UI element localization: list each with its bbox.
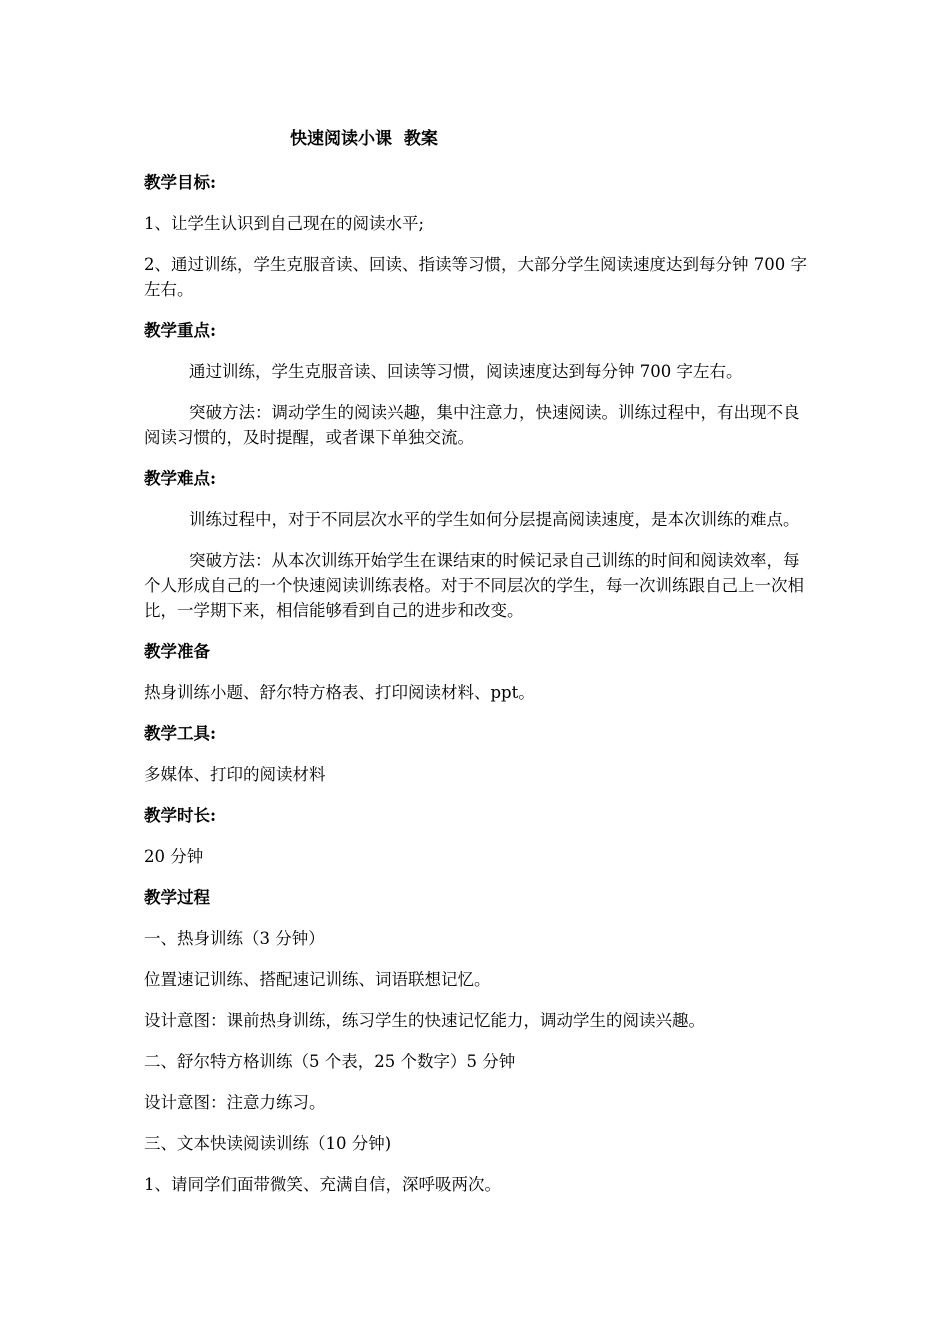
difficulty-heading: 教学难点: bbox=[144, 469, 217, 488]
key-points-method: 突破方法：调动学生的阅读兴趣，集中注意力，快速阅读。训练过程中，有出现不良阅读习惯的，及时提醒，或者课下单独交流。 bbox=[144, 403, 800, 447]
step1-text: 位置速记训练、搭配速记训练、词语联想记忆。 bbox=[144, 970, 491, 989]
duration-text: 20 分钟 bbox=[144, 847, 204, 866]
duration-heading: 教学时长: bbox=[144, 806, 217, 825]
key-points-text: 通过训练，学生克服音读、回读等习惯，阅读速度达到每分钟 700 字左右。 bbox=[189, 362, 743, 381]
process-heading: 教学过程 bbox=[144, 888, 210, 907]
document-body bbox=[144, 124, 814, 1197]
tools-text: 多媒体、打印的阅读材料 bbox=[144, 765, 326, 784]
goal-1: 1、让学生认识到自己现在的阅读水平; bbox=[144, 214, 425, 233]
step3-title: 三、文本快读阅读训练（10 分钟) bbox=[144, 1134, 392, 1153]
step2-design: 设计意图：注意力练习。 bbox=[144, 1093, 326, 1112]
step1-title: 一、热身训练（3 分钟） bbox=[144, 929, 325, 948]
key-points-heading: 教学重点: bbox=[144, 321, 217, 340]
preparation-text: 热身训练小题、舒尔特方格表、打印阅读材料、ppt。 bbox=[144, 683, 535, 702]
step3-item1: 1、请同学们面带微笑、充满自信，深呼吸两次。 bbox=[144, 1175, 501, 1194]
tools-heading: 教学工具: bbox=[144, 724, 217, 743]
goals-heading: 教学目标: bbox=[144, 173, 217, 192]
step2-title: 二、舒尔特方格训练（5 个表，25 个数字）5 分钟 bbox=[144, 1052, 516, 1071]
difficulty-method: 突破方法：从本次训练开始学生在课结束的时候记录自己训练的时间和阅读效率，每个人形成自己的一个快速阅读训练表格。对于不同层次的学生，每一次训练跟自己上一次相比，一学期下来，相信能够看到自己的进步和改变。 bbox=[144, 551, 804, 620]
step1-design: 设计意图：课前热身训练，练习学生的快速记忆能力，调动学生的阅读兴趣。 bbox=[144, 1011, 705, 1030]
preparation-heading: 教学准备 bbox=[144, 642, 210, 661]
document-title: 快速阅读小课 教案 bbox=[290, 129, 438, 149]
goal-2: 2、通过训练，学生克服音读、回读、指读等习惯，大部分学生阅读速度达到每分钟 700 字左右。 bbox=[144, 255, 807, 299]
difficulty-text: 训练过程中，对于不同层次水平的学生如何分层提高阅读速度，是本次训练的难点。 bbox=[189, 510, 800, 529]
